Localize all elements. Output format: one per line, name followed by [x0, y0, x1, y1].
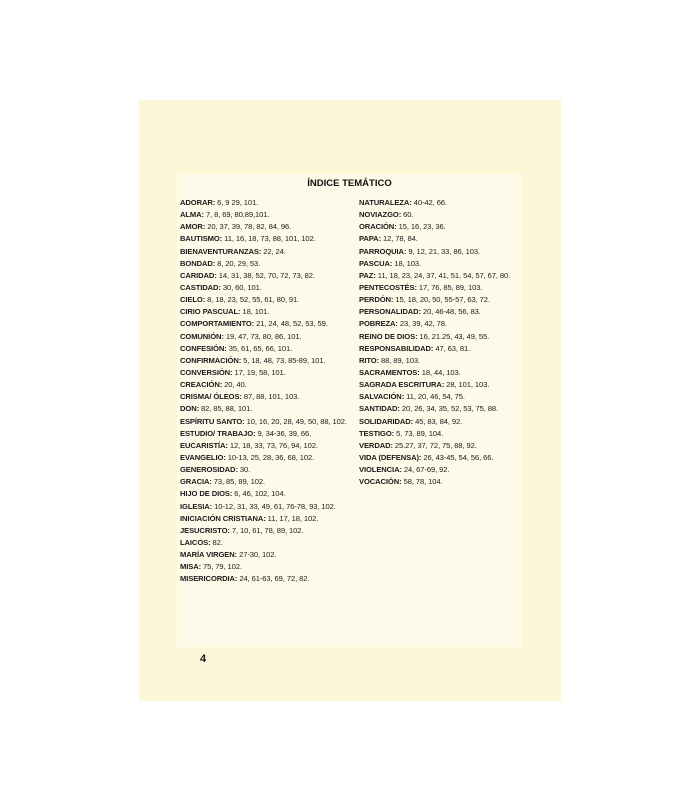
index-entry	[180, 440, 358, 452]
index-page-refs: 15, 16, 23, 36.	[396, 222, 446, 232]
index-entry	[359, 246, 519, 258]
index-page-refs: 18, 101.	[240, 307, 270, 317]
index-entry	[359, 440, 519, 452]
index-term: ALMA:	[180, 210, 204, 220]
index-term: GRACIA:	[180, 477, 212, 487]
index-page-refs: 12, 18, 33, 73, 76, 94, 102.	[227, 440, 318, 450]
index-panel	[177, 174, 522, 647]
index-term: SAGRADA ESCRITURA:	[359, 380, 445, 390]
index-term: CONVERSIÓN:	[180, 367, 233, 377]
index-entry	[180, 513, 358, 525]
index-entry	[180, 331, 358, 343]
index-term: ADORAR:	[180, 198, 216, 207]
index-term: POBREZA:	[359, 319, 398, 329]
index-entry	[180, 501, 358, 513]
index-entry	[180, 573, 358, 585]
index-page-refs: 24, 67-69, 92.	[401, 465, 450, 475]
index-term: RESPONSABILIDAD:	[359, 343, 434, 353]
index-term: NOVIAZGO:	[359, 210, 402, 220]
index-page-refs: 20, 40.	[222, 380, 247, 390]
index-term: ORACIÓN:	[359, 222, 397, 232]
index-entry	[180, 537, 358, 549]
index-term: PAPA:	[359, 234, 381, 244]
index-term: SANTIDAD:	[359, 404, 400, 414]
index-entry	[359, 391, 519, 403]
index-entry	[180, 209, 358, 221]
index-entry	[359, 282, 519, 294]
index-term: MISERICORDIA:	[180, 574, 238, 584]
index-term: VIOLENCIA:	[359, 465, 402, 475]
index-term: PERSONALIDAD:	[359, 307, 421, 317]
index-page-refs: 17, 76, 85, 89, 103.	[416, 282, 483, 292]
index-entry	[180, 197, 358, 209]
index-page-refs: 45, 83, 84, 92.	[413, 416, 463, 426]
index-term: SALVACIÓN:	[359, 392, 405, 402]
index-page-refs: 82, 85, 88, 101.	[199, 404, 253, 414]
index-term: CARIDAD:	[180, 270, 217, 280]
index-entry	[359, 318, 519, 330]
index-entry	[359, 209, 519, 221]
index-page-refs: 27-30, 102.	[237, 550, 277, 560]
index-entry	[359, 306, 519, 318]
index-term: CONFIRMACIÓN:	[180, 355, 242, 365]
index-entry	[359, 403, 519, 415]
index-page-refs: 60.	[401, 210, 414, 220]
index-term: MISA:	[180, 562, 202, 572]
index-entry	[180, 379, 358, 391]
index-entry	[359, 343, 519, 355]
index-page-refs: 9, 12, 21, 33, 86, 103.	[406, 246, 480, 256]
index-entry	[180, 367, 358, 379]
index-term: PARROQUIA:	[359, 246, 407, 256]
index-page-refs: 11, 16, 18, 73, 88, 101, 102.	[222, 234, 316, 244]
index-entry	[359, 428, 519, 440]
index-term: EUCARISTÍA:	[180, 440, 228, 450]
index-term: SACRAMENTOS:	[359, 367, 420, 377]
index-entry	[359, 416, 519, 428]
index-term: CIRIO PASCUAL:	[180, 307, 241, 317]
index-entry	[180, 294, 358, 306]
index-page-refs: 18, 103.	[392, 258, 421, 268]
index-term: INICIACIÓN CRISTIANA:	[180, 513, 266, 523]
index-term: DON:	[180, 404, 200, 414]
index-page-refs: 7, 10, 61, 78, 89, 102.	[229, 525, 304, 535]
index-page-refs: 47, 63, 81.	[433, 343, 471, 353]
index-page-refs: 30.	[237, 465, 251, 475]
index-entry	[359, 476, 519, 488]
index-entry	[359, 452, 519, 464]
index-term: IGLESIA:	[180, 501, 213, 511]
index-page-refs: 10, 16, 20, 28, 49, 50, 88, 102.	[244, 416, 347, 426]
index-page-refs: 14, 31, 38, 52, 70, 72, 73, 82.	[216, 270, 315, 280]
index-entry	[359, 331, 519, 343]
index-entry	[180, 270, 358, 282]
index-term: BONDAD:	[180, 258, 216, 268]
index-page-refs: 5, 73, 89, 104.	[394, 428, 444, 438]
page-number: 4	[200, 653, 207, 665]
index-entry	[180, 549, 358, 561]
index-entry	[359, 258, 519, 270]
index-entry	[180, 343, 358, 355]
index-term: HIJO DE DIOS:	[180, 489, 233, 499]
index-page-refs: 26, 43-45, 54, 56, 66.	[421, 452, 494, 462]
index-page-refs: 18, 44, 103.	[419, 367, 461, 377]
index-page-refs: 28, 101, 103.	[444, 380, 490, 390]
index-term: NATURALEZA:	[359, 198, 412, 207]
index-entry	[359, 464, 519, 476]
index-term: SOLIDARIDAD:	[359, 416, 414, 426]
index-page-refs: 10-12, 31, 33, 49, 61, 76-78, 93, 102.	[212, 501, 336, 511]
index-term: RITO:	[359, 355, 380, 365]
index-page-refs: 6, 9 29, 101.	[215, 198, 259, 207]
index-column-right	[359, 197, 519, 488]
index-page-refs: 75, 79, 102.	[201, 562, 242, 572]
index-page-refs: 20, 26, 34, 35, 52, 53, 75, 88.	[399, 404, 499, 414]
index-entry	[180, 355, 358, 367]
index-entry	[359, 233, 519, 245]
index-page-refs: 8, 18, 23, 52, 55, 61, 80, 91.	[205, 295, 300, 305]
index-term: EVANGELIO:	[180, 452, 226, 462]
index-page-refs: 6, 46, 102, 104.	[232, 489, 286, 499]
book-page	[139, 100, 561, 701]
index-term: CASTIDAD:	[180, 282, 221, 292]
index-entry	[359, 197, 519, 209]
index-term: GENEROSIDAD:	[180, 465, 238, 475]
index-page-refs: 87, 88, 101, 103.	[241, 392, 300, 402]
index-term: CIELO:	[180, 295, 206, 305]
index-term: COMUNIÓN:	[180, 331, 224, 341]
index-page-refs: 11, 18, 23, 24, 37, 41, 51, 54, 57, 67, 80.	[375, 270, 511, 280]
index-page-refs: 10-13, 25, 28, 36, 68, 102.	[225, 452, 315, 462]
index-page-refs: 8, 20, 29, 53.	[215, 258, 261, 268]
index-page-refs: 15, 18, 20, 50, 55-57, 63, 72.	[393, 295, 490, 305]
index-title: ÍNDICE TEMÁTICO	[307, 178, 392, 189]
index-entry	[180, 416, 358, 428]
index-page-refs: 7, 8, 69, 80,89,101.	[203, 210, 270, 220]
index-page-refs: 58, 78, 104.	[401, 477, 443, 487]
index-page-refs: 20, 37, 39, 78, 82, 84, 96.	[205, 222, 292, 232]
index-entry	[180, 561, 358, 573]
index-page-refs: 82.	[210, 537, 223, 547]
index-term: VERDAD:	[359, 440, 393, 450]
index-term: ESPÍRITU SANTO:	[180, 416, 245, 426]
index-page-refs: 16, 21.25, 43, 49, 55.	[417, 331, 490, 341]
index-page-refs: 17, 19, 58, 101.	[232, 367, 286, 377]
index-term: CRISMA/ ÓLEOS:	[180, 392, 242, 402]
index-term: VOCACIÓN:	[359, 477, 402, 487]
index-page-refs: 23, 39, 42, 78.	[397, 319, 447, 329]
index-page-refs: 12, 78, 84.	[381, 234, 418, 244]
index-entry	[180, 258, 358, 270]
index-entry	[359, 270, 519, 282]
index-entry	[359, 379, 519, 391]
index-page-refs: 25.27, 37, 72, 75, 88, 92.	[392, 440, 477, 450]
index-term: VIDA (DEFENSA):	[359, 452, 422, 462]
index-column-left	[180, 197, 358, 586]
index-term: BIENAVENTURANZAS:	[180, 246, 262, 256]
index-entry	[359, 294, 519, 306]
index-page-refs: 9, 34-36, 39, 66.	[255, 428, 312, 438]
index-page-refs: 30, 60, 101.	[220, 282, 262, 292]
index-page-refs: 88, 89, 103.	[379, 355, 420, 365]
index-entry	[180, 391, 358, 403]
index-entry	[180, 403, 358, 415]
index-term: LAICOS:	[180, 537, 211, 547]
index-entry	[180, 318, 358, 330]
index-page-refs: 19, 47, 73, 80, 86, 101.	[223, 331, 302, 341]
index-page-refs: 22, 24.	[261, 246, 286, 256]
index-term: PERDÓN:	[359, 295, 394, 305]
index-entry	[359, 355, 519, 367]
index-term: CONFESIÓN:	[180, 343, 227, 353]
index-page-refs: 24, 61-63, 69, 72, 82.	[237, 574, 310, 584]
index-term: TESTIGO:	[359, 428, 395, 438]
index-term: AMOR:	[180, 222, 206, 232]
index-page-refs: 21, 24, 48, 52, 53, 59.	[254, 319, 328, 329]
index-entry	[180, 428, 358, 440]
index-entry	[180, 452, 358, 464]
index-page-refs: 20, 46-48, 56, 83.	[420, 307, 481, 317]
index-page-refs: 73, 85, 89, 102.	[211, 477, 265, 487]
index-page-refs: 11, 17, 18, 102.	[265, 513, 319, 523]
index-entry	[180, 464, 358, 476]
index-page-refs: 40-42, 66.	[411, 198, 447, 207]
index-term: COMPORTAMIENTO:	[180, 319, 255, 329]
index-entry	[180, 233, 358, 245]
index-term: ESTUDIO/ TRABAJO:	[180, 428, 256, 438]
index-term: JESUCRISTO:	[180, 525, 230, 535]
index-entry	[180, 476, 358, 488]
index-entry	[180, 282, 358, 294]
index-entry	[359, 367, 519, 379]
index-term: PAZ:	[359, 270, 376, 280]
index-entry	[180, 525, 358, 537]
index-page-refs: 5, 18, 48, 73, 85-89, 101.	[241, 355, 326, 365]
index-entry	[359, 221, 519, 233]
index-term: PENTECOSTÉS:	[359, 282, 417, 292]
index-page-refs: 11, 20, 46, 54, 75.	[404, 392, 465, 402]
index-entry	[180, 306, 358, 318]
index-term: BAUTISMO:	[180, 234, 223, 244]
index-entry	[180, 221, 358, 233]
index-term: CREACIÓN:	[180, 380, 223, 390]
index-page-refs: 35, 61, 65, 66, 101.	[226, 343, 293, 353]
index-term: MARÍA VIRGEN:	[180, 550, 238, 560]
index-entry	[180, 246, 358, 258]
index-term: PASCUA:	[359, 258, 393, 268]
index-term: REINO DE DIOS:	[359, 331, 418, 341]
index-entry	[180, 488, 358, 500]
